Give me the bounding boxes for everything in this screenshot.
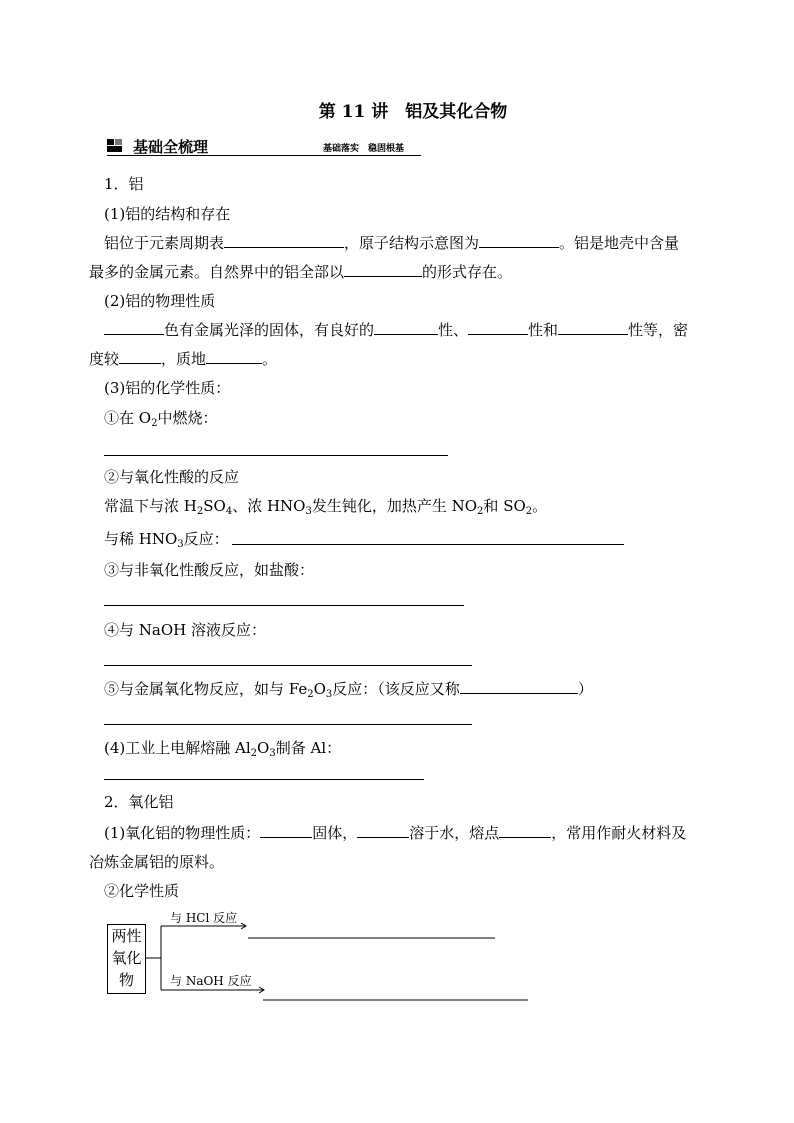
text: 色有金属光泽的固体，有良好的 bbox=[164, 321, 375, 339]
subscript: 2 bbox=[151, 418, 158, 429]
text: 中燃烧： bbox=[157, 409, 218, 427]
text: 制备 Al： bbox=[275, 739, 342, 757]
text: (1)氧化铝的物理性质： bbox=[104, 824, 261, 842]
text: ⑤与金属氧化物反应，如与 Fe bbox=[104, 680, 308, 698]
subscript: 2 bbox=[250, 748, 258, 759]
subscript: 3 bbox=[177, 539, 184, 550]
text: SO bbox=[203, 497, 226, 515]
text: 最多的金属元素。自然界中的铝全部以 bbox=[89, 263, 345, 281]
subscript: 2 bbox=[196, 506, 204, 517]
text: 与稀 HNO bbox=[104, 530, 178, 548]
section-subtitle: 基础落实 稳固根基 bbox=[323, 144, 405, 154]
text: 性、 bbox=[438, 321, 469, 339]
text: 固体， bbox=[312, 824, 358, 842]
box-line: 两性 bbox=[111, 927, 142, 945]
text: ①在 O bbox=[104, 409, 152, 427]
subscript: 3 bbox=[269, 748, 276, 759]
branch-label-naoh: 与 NaOH 反应 bbox=[170, 974, 252, 988]
subheading-physical: (2)铝的物理性质 bbox=[104, 292, 216, 310]
text: ，原子结构示意图为 bbox=[344, 234, 480, 252]
section-label: 基础全梳理 bbox=[133, 138, 209, 156]
subheading-alumina-chemical: ②化学性质 bbox=[104, 882, 180, 900]
heading-alumina: 2．氧化铝 bbox=[104, 793, 174, 811]
text: ） bbox=[577, 680, 593, 698]
item-oxidizing-acid: ②与氧化性酸的反应 bbox=[104, 468, 240, 486]
branch-label-hcl: 与 HCl 反应 bbox=[170, 911, 238, 925]
heading-aluminum: 1．铝 bbox=[104, 175, 144, 193]
alumina-physical-line-2: 冶炼金属铝的原料。 bbox=[89, 853, 225, 871]
page-title: 第 11 讲 铝及其化合物 bbox=[318, 102, 508, 122]
subscript: 4 bbox=[225, 506, 233, 517]
text: 。铝是地壳中含量 bbox=[559, 234, 680, 252]
text: ，常用作耐火材料及 bbox=[551, 824, 687, 842]
subheading-chemical: (3)铝的化学性质： bbox=[104, 379, 231, 397]
text: 反应：（该反应又称 bbox=[332, 680, 460, 698]
subscript: 3 bbox=[325, 689, 333, 700]
text: ，质地 bbox=[161, 350, 207, 368]
text: 的形式存在。 bbox=[422, 263, 513, 281]
text: 性等，密 bbox=[628, 321, 689, 339]
text: 。 bbox=[262, 350, 278, 368]
text: 发生钝化，加热产生 NO bbox=[311, 497, 478, 515]
text: 常温下与浓 H bbox=[104, 497, 197, 515]
box-line: 物 bbox=[118, 971, 134, 989]
subscript: 2 bbox=[477, 506, 484, 517]
text: (4)工业上电解熔融 Al bbox=[104, 739, 251, 757]
text: O bbox=[257, 739, 270, 757]
item-naoh: ④与 NaOH 溶液反应： bbox=[104, 621, 266, 639]
text: 度较 bbox=[89, 350, 120, 368]
text: O bbox=[313, 680, 326, 698]
text: 性和 bbox=[528, 321, 559, 339]
subscript: 3 bbox=[305, 506, 312, 517]
box-line: 氧化 bbox=[111, 949, 142, 967]
text: 。 bbox=[532, 497, 548, 515]
subheading-structure: (1)铝的结构和存在 bbox=[104, 205, 231, 223]
subscript: 2 bbox=[307, 689, 314, 700]
text: 、浓 HNO bbox=[232, 497, 306, 515]
subscript: 2 bbox=[525, 506, 533, 517]
text: 反应： bbox=[183, 530, 229, 548]
text: 溶于水，熔点 bbox=[409, 824, 500, 842]
item-non-oxidizing-acid: ③与非氧化性酸反应，如盐酸： bbox=[104, 561, 315, 579]
text: 和 SO bbox=[483, 497, 526, 515]
text: 铝位于元素周期表 bbox=[104, 234, 225, 252]
